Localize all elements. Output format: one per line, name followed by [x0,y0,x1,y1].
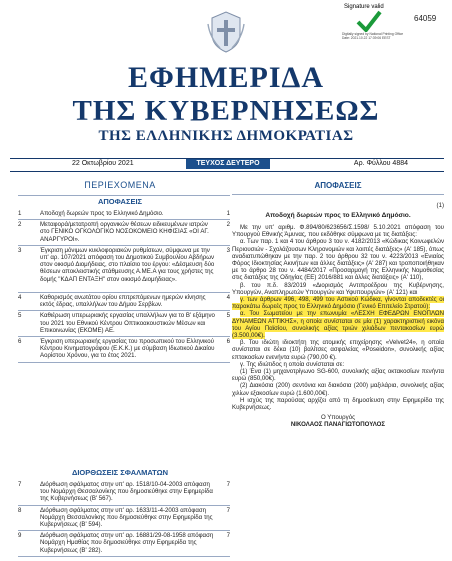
decision-clause-a: α. Των παρ. 1 και 4 του άρθρου 3 του ν. 4182/2013 «Κώδικας Κοινωφελών Περιουσιών - Σχολάζουσων Κληρονομιών και λοιπές διατάξεις» (Α' 185), όπως αναδιατυπώθηκαν με την παρ. 2 του άρθρου 32 του ν. 4223/2013 «Ενιαίος Φόρος Ιδιοκτησίας Ακινήτων και άλλες διατάξεις» (Α' 287) και τροποποιήθηκαν με το άρθρο 28 του ν. 4484/2017 «Προσαρμογή της Ελληνικής Νομοθεσίας στις διατάξεις της Οδηγίας (ΕΕ) 2016/881 και άλλες διατάξεις» (Α' 110), [232,238,444,282]
toc-entry[interactable] [18,221,230,243]
toc-column [10,176,230,561]
toc-divider [18,195,230,196]
issue-date: 22 Οκτωβρίου 2021 [72,160,134,167]
toc-entry-text: Διόρθωση σφάλματος στην υπ' αρ. 1518/10-04-2003 απόφαση του Νομάρχη Θεσσαλονίκης που δημοσιεύθηκε στην Εφημερίδα της Κυβερνήσεως (Β' 567). [40,481,213,503]
masthead-subtitle: ΤΗΣ ΕΛΛΗΝΙΚΗΣ ΔΗΜΟΚΡΑΤΙΑΣ [98,128,354,144]
toc-row-divider [18,292,230,293]
issue-info-bar [10,158,444,172]
sheet-number: Αρ. Φύλλου 4884 [353,160,408,167]
toc-row-divider [18,530,230,531]
toc-heading: ΠΕΡΙΕΧΟΜΕΝΑ [84,180,156,190]
signature-label: Signature valid [344,4,384,10]
decision-column [232,176,444,561]
toc-entry-text: Καθορισμός ανωτάτου ορίου επιτρεπόμενων ημερών κίνησης εκτός έδρας, υπαλλήλων του Δήμου Σερβίων. [40,294,206,309]
toc-entry-text: Διόρθωση σφάλματος στην υπ' αρ. 16881/29-08-1958 απόφαση Νομάρχη Ημαθίας που δημοσιεύθηκε στην Εφημερίδα της Κυβερνήσεως (Β' 282). [40,532,214,554]
decision-donation-c: γ. Της ιδιώτιδος η οποία συνίσταται σε: [240,360,345,368]
toc-entry-number: 4 [18,294,22,301]
decision-clause-b: β. του π.δ. 83/2019 «Διορισμός Αντιπροέδρου της Κυβέρνησης, Υπουργών, Αναπληρωτών Υπουργών και Υφυπουργών» (Α' 121) και [232,281,444,296]
toc-entry[interactable] [18,507,230,529]
toc-entry-number: 2 [18,221,22,229]
toc-entry-page: 6 [226,338,230,345]
signature-name: ΝΙΚΟΛΑΟΣ ΠΑΝΑΓΙΩΤΟΠΟΥΛΟΣ [290,421,386,429]
decision-donation-c1: (1) Ένα (1) μηχανοτρίγωνο SG-600, συνολικής αξίας οκτακοσίων πενήντα ευρώ (850,00€). [232,368,444,383]
toc-section-decisions: ΑΠΟΦΑΣΕΙΣ [97,197,143,206]
decision-number: (1) [436,202,444,209]
hellenic-emblem-icon [206,10,246,54]
toc-entry-number: 1 [18,210,22,217]
masthead-title-line2: ΤΗΣ ΚΥΒΕΡΝΗΣΕΩΣ [72,95,380,127]
decisions-heading: ΑΠΟΦΑΣΕΙΣ [314,181,362,190]
toc-entry-page: 2 [226,221,230,229]
issue-number: 64059 [414,14,437,23]
toc-entry-page: 5 [226,312,230,320]
toc-entry-text: Αποδοχή δωρεών προς το Ελληνικό Δημόσιο. [40,210,164,217]
toc-entry-text: Έγκριση μόνιμων κυκλοφοριακών ρυθμίσεων, σύμφωνα με την υπ' αρ. 107/2021 απόφαση του Δημοτικού Συμβουλίου Αβδήρων στον οικισμό Διομήδειας, στο πλαίσιο του έργου: «Δέσμευση δύο θέσεων αποκλειστικής στάθμευσης Α.ΜΕ.Α για τους χρήστες της δομής "ΚΔΑΠ ΕΝΤΑΞΗ" στον οικισμό Διομήδειας». [40,246,215,283]
toc-row-divider [18,556,230,557]
toc-entry-number: 8 [18,506,22,514]
signature-info: Digitally signed by National Printing Office Date: 2021.10.22 17:39:06 EEST [342,32,404,40]
toc-entry-page: 7 [226,532,230,540]
signature-role: Ο Υπουργός [320,414,356,422]
toc-row-divider [18,336,230,337]
toc-row-divider [18,362,230,363]
toc-row-divider [18,245,230,246]
toc-entry-number: 5 [18,312,22,320]
toc-entry-text: Καθιέρωση υπερωριακής εργασίας υπαλλήλων για το Β' εξάμηνο του 2021 του Εθνικού Κέντρου Οπτικοακουστικών Μέσων και Επικοινωνίας (ΕΚΟΜΕ) ΑΕ. [40,312,215,334]
toc-entry-page: 4 [226,294,230,301]
toc-entry[interactable] [18,294,230,308]
highlighted-text: α. Του Σωματείου με την επωνυμία «ΛΕΣΧΗ ΕΦΕΔΡΩΝ ΕΝΟΠΛΩΝ ΔΥΝΑΜΕΩΝ ΑΤΤΙΚΗΣ», η οποία συνίσταται σε μία (1) χαρακτηριστική εικόνα του Αγίου Παϊσίου, συνολικής αξίας τριών χιλιάδων πεντακοσίων ευρώ (3.500,00€). [232,310,444,340]
toc-entry-number: 9 [18,532,22,540]
highlighted-text: γ. των άρθρων 496, 498, 499 του Αστικού Κώδικα, γίνονται αποδεκτές οι παρακάτω δωρεές προς το Ελληνικό Δημόσιο (Γενικό Επιτελείο Στρατού): [232,296,444,311]
toc-entry-page: 1 [226,210,230,217]
decision-title: Αποδοχή δωρεών προς το Ελληνικό Δημόσιο. [265,212,411,219]
decision-donation-a [232,310,444,339]
decision-donation-c2: (2) Διακόσια (200) σεντόνια και διακόσια (200) μαξιλάρια, συνολικής αξίας χιλίων εξακοσίων ευρώ (1.600,00€). [232,382,444,397]
decision-clause-c [232,296,444,310]
decision-donation-b: β. Του ιδιώτη ιδιοκτήτη της ατομικής επιχείρησης «Velvet24», η οποία συνίσταται σε δέκα (10) βαλίτσες ασφαλείας «Poseidon», συνολικής αξίας επτακοσίων ενενήντα ευρώ (790,00 €). [232,339,444,361]
toc-entry[interactable] [18,338,230,360]
toc-entry-number: 6 [18,338,22,345]
toc-entry[interactable] [18,312,230,334]
toc-row-divider [18,219,230,220]
toc-entry-page: 7 [226,481,230,488]
decision-body [232,224,444,429]
toc-entry[interactable] [18,247,230,290]
decision-effect: Η ισχύς της παρούσας αρχίζει από τη δημοσίευση στην Εφημερίδα της Κυβερνήσεως. [232,396,444,412]
issue-type: ΤΕΥΧΟΣ ΔΕΥΤΕΡΟ [186,159,270,169]
decisions-divider [232,194,444,195]
toc-entry-page: 7 [226,506,230,514]
masthead-title-line1: ΕΦΗΜΕΡΙΔΑ [127,61,325,94]
toc-row-divider [18,310,230,311]
toc-section-corrections: ΔΙΟΡΘΩΣΕΙΣ ΣΦΑΛΜΑΤΩΝ [71,468,169,477]
toc-entry-text: Διόρθωση σφάλματος στην υπ' αρ. 1633/11-4-2003 απόφαση Νομάρχη Θεσσαλονίκης που δημοσιεύθηκε στην Εφημερίδα της Κυβερνήσεως (Β' 594). [40,506,213,528]
toc-entry[interactable] [18,210,230,217]
toc-entry-text: Μεταφορά/μετατροπή οργανικών θέσεων ειδικευμένων ιατρών στο ΓΕΝΙΚΟ ΟΓΚΟΛΟΓΙΚΟ ΝΟΣΟΚΟΜΕΙΟ ΚΗΦΙΣΙΑΣ «ΟΙ ΑΓ. ΑΝΑΡΓΥΡΟΙ». [40,221,209,243]
toc-row-divider [18,505,230,506]
signature-stamp [342,4,404,48]
toc-entry[interactable] [18,532,230,554]
toc-entry-page: 3 [226,246,230,254]
decision-intro: Με την υπ' αριθμ. Φ.894/80/623656/Σ.1598/ 5.10.2021 απόφαση του Υπουργού Εθνικής Άμυνας, που εκδόθηκε σύμφωνα με τις διατάξεις: [232,224,444,239]
checkmark-icon [356,10,382,32]
toc-entry-number: 7 [18,481,22,488]
toc-entry[interactable] [18,481,230,503]
toc-entry-text: Έγκριση υπερωριακής εργασίας του προσωπικού του Ελληνικού Κέντρου Κινηματογράφου (Ε.Κ.Κ.) με σύμβαση Ιδιωτικού Δικαίου Αορίστου Χρόνου, για το έτος 2021. [40,338,215,360]
toc-entry-number: 3 [18,246,22,254]
